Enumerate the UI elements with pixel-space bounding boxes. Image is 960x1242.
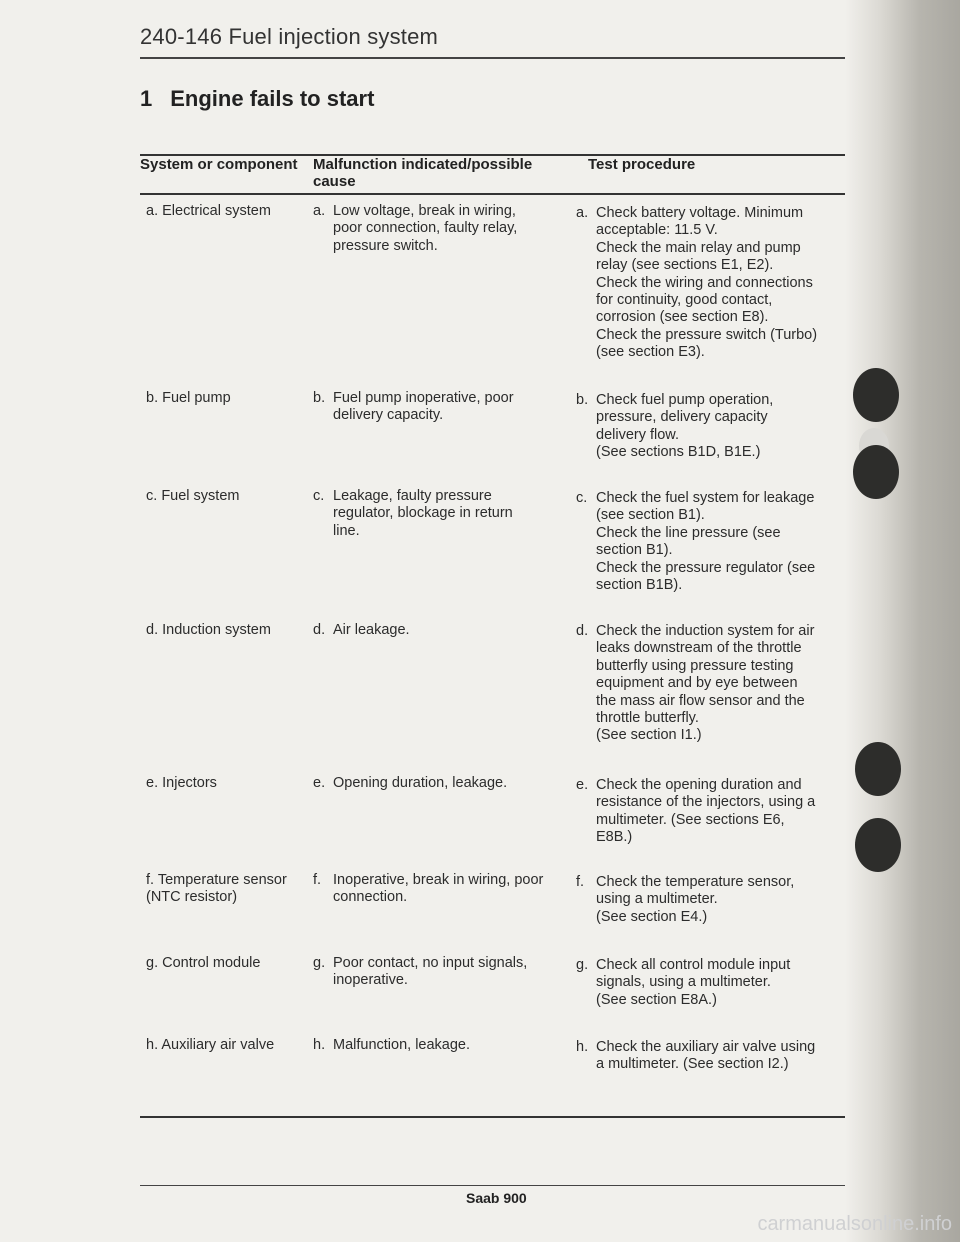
- table-header-rule: [140, 193, 845, 195]
- table-cell-test: a. Check battery voltage. Minimum acceptable: 11.5 V. Check the main relay and pump relay (see sections E1, E2). Check the wiring and connections for continuity, good contact, corrosion (see section E8). Check the pressure switch (Turbo) (see section E3).: [576, 205, 818, 361]
- section-title: Engine fails to start: [170, 86, 375, 111]
- table-cell-test: b. Check fuel pump operation, pressure, delivery capacity delivery flow. (See sections B1D, B1E.): [576, 392, 774, 461]
- table-cell-system: f. Temperature sensor (NTC resistor): [146, 872, 287, 906]
- table-cell-test: f. Check the temperature sensor, using a multimeter. (See section E4.): [576, 874, 795, 925]
- table-cell-malfunction: b. Fuel pump inoperative, poor delivery capacity.: [313, 390, 514, 424]
- table-cell-malfunction: f. Inoperative, break in wiring, poor connection.: [313, 872, 544, 906]
- table-cell-system: d. Induction system: [146, 622, 271, 638]
- footer-rule: [140, 1185, 845, 1186]
- page-header: 240-146 Fuel injection system: [140, 24, 439, 49]
- page-footer: Saab 900: [466, 1190, 527, 1206]
- table-cell-system: a. Electrical system: [146, 203, 271, 219]
- punch-hole: [855, 818, 901, 872]
- binding-edge-shadow: [845, 0, 960, 1242]
- table-cell-test: c. Check the fuel system for leakage (see section B1). Check the line pressure (see section B1). Check the pressure regulator (see section B1B).: [576, 490, 816, 594]
- table-cell-system: b. Fuel pump: [146, 390, 231, 406]
- column-header-test: Test procedure: [588, 156, 696, 173]
- column-header-system: System or component: [140, 156, 298, 173]
- table-cell-test: d. Check the induction system for air leaks downstream of the throttle butterfly using pressure testing equipment and by eye between the mass air flow sensor and the throttle butterfly. (See section I1.): [576, 623, 815, 744]
- table-cell-malfunction: a. Low voltage, break in wiring, poor connection, faulty relay, pressure switch.: [313, 203, 518, 254]
- section-number: 1: [140, 86, 153, 111]
- table-bottom-rule: [140, 1116, 845, 1118]
- table-cell-system: c. Fuel system: [146, 488, 240, 504]
- column-header-malfunction: Malfunction indicated/possible cause: [313, 156, 533, 190]
- section-heading: [140, 86, 374, 112]
- punch-hole: [855, 742, 901, 796]
- table-cell-malfunction: d. Air leakage.: [313, 622, 410, 638]
- punch-hole: [853, 445, 899, 499]
- watermark: carmanualsonline.info: [757, 1213, 952, 1235]
- table-cell-malfunction: e. Opening duration, leakage.: [313, 775, 508, 791]
- table-cell-malfunction: h. Malfunction, leakage.: [313, 1037, 471, 1053]
- table-cell-malfunction: c. Leakage, faulty pressure regulator, blockage in return line.: [313, 488, 513, 539]
- table-cell-system: g. Control module: [146, 955, 261, 971]
- punch-hole: [853, 368, 899, 422]
- table-cell-system: e. Injectors: [146, 775, 217, 791]
- header-rule: [140, 57, 845, 59]
- table-cell-malfunction: g. Poor contact, no input signals, inoperative.: [313, 955, 528, 989]
- table-cell-test: e. Check the opening duration and resistance of the injectors, using a multimeter. (See sections E6, E8B.): [576, 777, 816, 846]
- table-cell-test: h. Check the auxiliary air valve using a multimeter. (See section I2.): [576, 1039, 816, 1073]
- table-cell-system: h. Auxiliary air valve: [146, 1037, 275, 1053]
- table-cell-test: g. Check all control module input signals, using a multimeter. (See section E8A.): [576, 957, 791, 1008]
